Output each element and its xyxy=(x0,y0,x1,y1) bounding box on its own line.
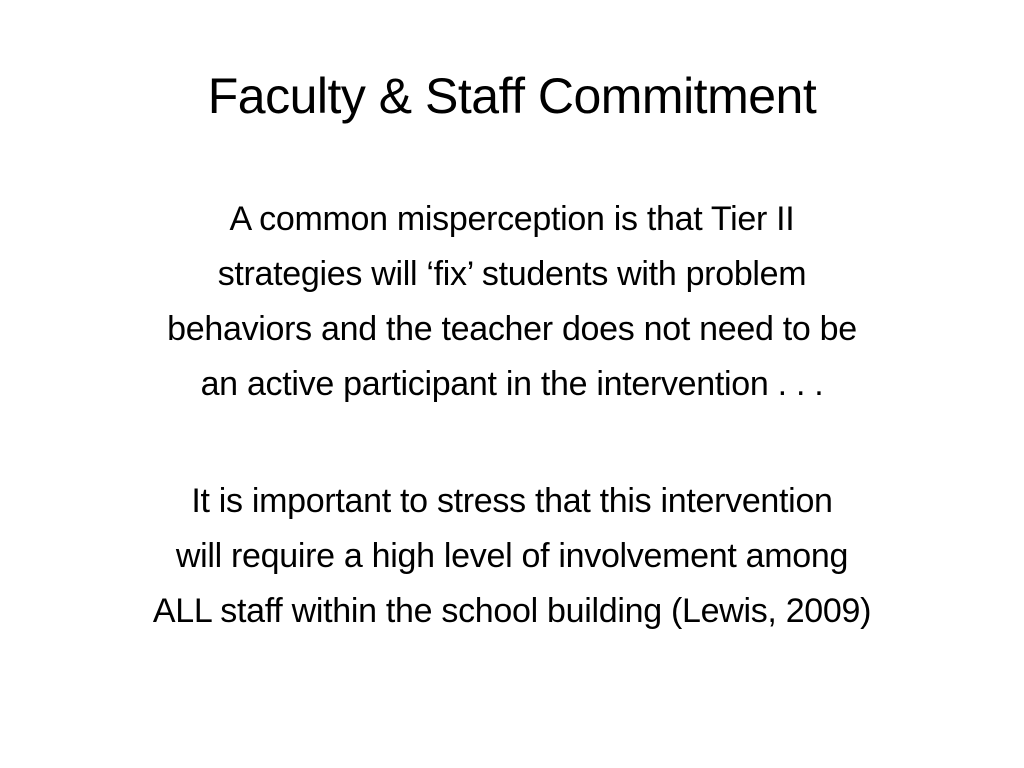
paragraph-line: It is important to stress that this intervention xyxy=(191,482,833,520)
paragraph-line: strategies will ‘fix’ students with problem xyxy=(217,255,807,293)
involvement-paragraph xyxy=(56,474,968,639)
paragraph-line: will require a high level of involvement among xyxy=(175,537,849,575)
misperception-paragraph xyxy=(56,192,968,412)
paragraph-line: ALL staff within the school building (Lewis, 2009) xyxy=(152,592,872,630)
paragraph-line: an active participant in the intervention . . . xyxy=(200,365,824,403)
slide-body xyxy=(56,192,968,639)
slide-title: Faculty & Staff Commitment xyxy=(207,68,817,124)
paragraph-line: A common misperception is that Tier II xyxy=(229,200,795,238)
paragraph-line: behaviors and the teacher does not need to be xyxy=(167,310,857,348)
